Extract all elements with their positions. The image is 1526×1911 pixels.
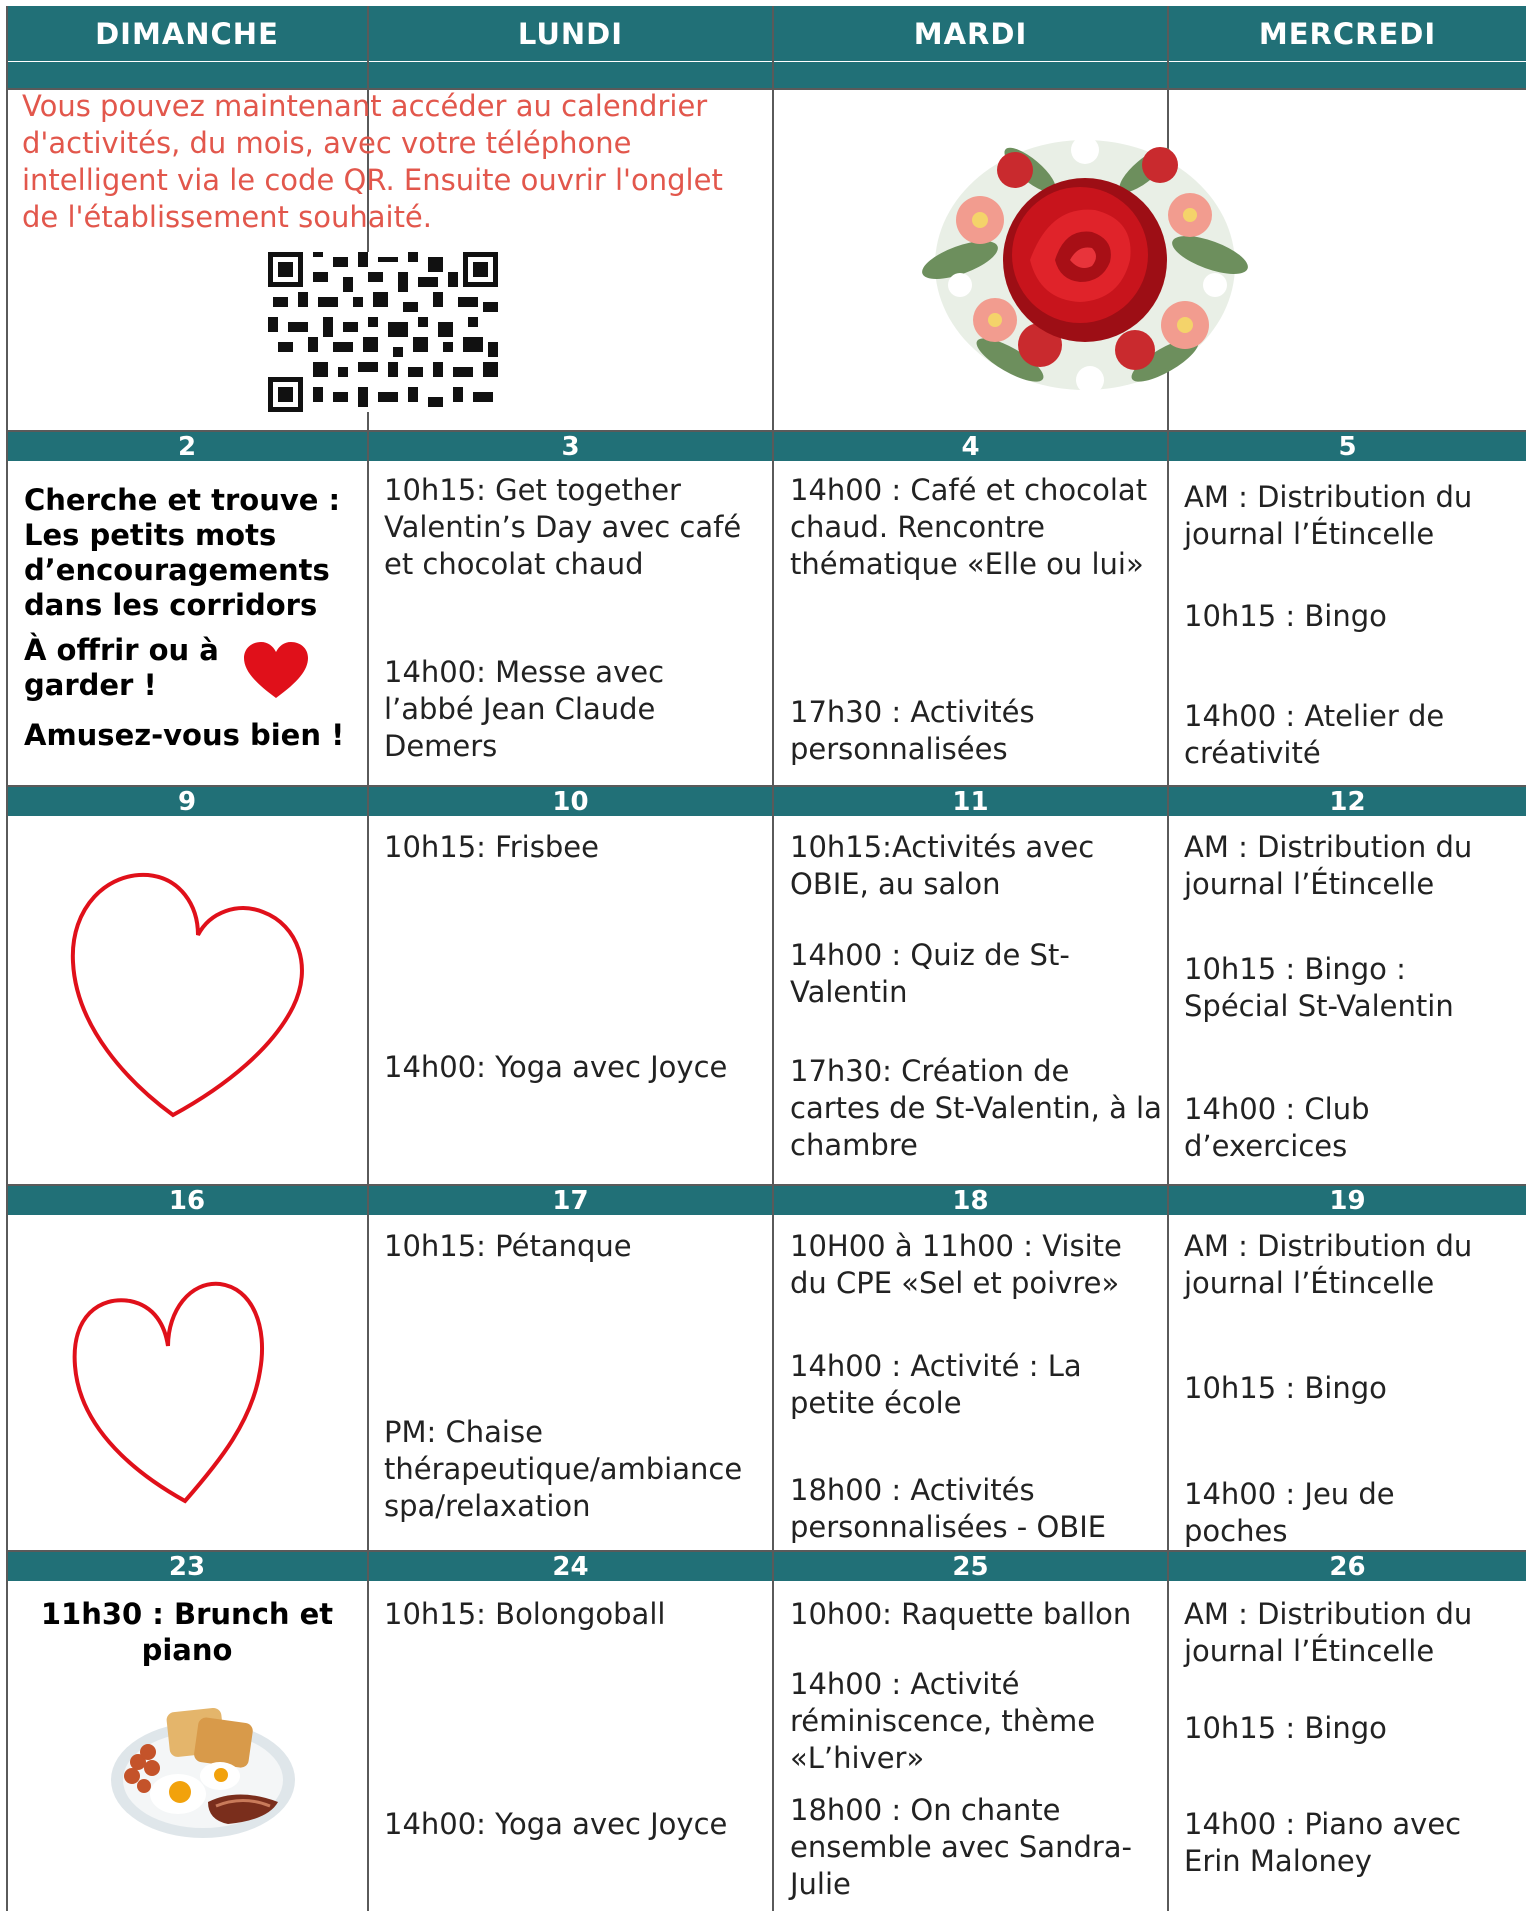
activity: 14h00 : Café et chocolat chaud. Rencontre thématique «Elle ou lui» (790, 473, 1148, 581)
activity: 14h00 : Piano avec Erin Maloney (1184, 1807, 1462, 1878)
day-number: 11 (952, 786, 989, 817)
activity: PM: Chaise thérapeutique/ambiance spa/relaxation (384, 1415, 743, 1523)
day-number: 3 (561, 431, 580, 462)
activity: 18h00 : Activités personnalisées - OBIE (790, 1473, 1107, 1544)
day-number: 16 (168, 1185, 206, 1216)
empty-date-band (7, 62, 1526, 89)
grid-line (7, 1184, 1526, 1186)
day-number: 25 (952, 1551, 989, 1582)
activity: 10h15: Bolongoball (384, 1597, 666, 1631)
day-number: 19 (1329, 1185, 1366, 1216)
cell-dimanche-23 (8, 1582, 366, 1911)
cell-mercredi-19 (1169, 1216, 1526, 1549)
day-number: 4 (961, 431, 980, 462)
offer-text: À offrir ou à (24, 633, 219, 667)
day-number: 24 (552, 1551, 589, 1582)
activity: AM : Distribution du journal l’Étincelle (1184, 1597, 1473, 1668)
activity: 18h00 : On chante ensemble avec Sandra-Julie (790, 1793, 1133, 1901)
day-number: 17 (552, 1185, 589, 1216)
qr-code (268, 252, 498, 412)
activity: 10h15 : Bingo (1184, 599, 1387, 633)
grid-line (7, 430, 1526, 432)
activity: AM : Distribution du journal l’Étincelle (1184, 830, 1473, 901)
day-number: 5 (1338, 431, 1357, 462)
cell-dimanche-9 (8, 817, 366, 1183)
cell-mercredi-12 (1169, 817, 1526, 1183)
day-number: 10 (552, 786, 589, 817)
heart-outline-icon (68, 867, 313, 1127)
activity: 14h00 : Activité : La petite école (790, 1349, 1082, 1420)
header-lundi: LUNDI (517, 16, 624, 51)
activity: 10h15 : Bingo (1184, 1371, 1387, 1405)
sunday-note-line: dans les corridors (24, 588, 318, 622)
cell-mardi-25 (774, 1582, 1167, 1911)
day-number: 12 (1329, 786, 1366, 817)
activity: 14h00 : Atelier de créativité (1184, 699, 1445, 770)
activity: 10h15:Activités avec OBIE, au salon (790, 830, 1095, 901)
brunch-title: piano (141, 1633, 233, 1667)
activity: 10H00 à 11h00 : Visite du CPE «Sel et poivre» (790, 1229, 1122, 1300)
header-mardi: MARDI (913, 16, 1028, 51)
cell-dimanche-16 (8, 1216, 366, 1549)
filled-heart-icon (244, 642, 308, 700)
offer-text: garder ! (24, 668, 157, 702)
sunday-note-line: d’encouragements (24, 553, 330, 587)
activity: 14h00 : Club d’exercices (1184, 1092, 1370, 1163)
activity: 14h00 : Quiz de St-Valentin (790, 938, 1070, 1009)
sunday-note-line: Les petits mots (24, 518, 277, 552)
header-dimanche: DIMANCHE (95, 16, 279, 51)
day-number: 9 (177, 786, 197, 817)
header-mercredi: MERCREDI (1258, 16, 1437, 51)
activity: 10h15: Frisbee (384, 830, 599, 864)
cell-mardi-11 (774, 817, 1167, 1183)
cell-lundi-3 (369, 462, 772, 784)
cell-mercredi-26 (1169, 1582, 1526, 1911)
cell-mardi-4 (774, 462, 1167, 784)
qr-instructions: Vous pouvez maintenant accéder au calendrier d'activités, du mois, avec votre téléphone intelligent via le code QR. Ensuite ouvrir l'onglet de l'établissement souhaité. (22, 89, 723, 234)
day-number: 2 (177, 431, 197, 462)
activity: 14h00: Yoga avec Joyce (384, 1807, 728, 1841)
sunday-note-line: Cherche et trouve : (24, 483, 341, 517)
day-number: 18 (952, 1185, 989, 1216)
brunch-title: 11h30 : Brunch et (40, 1597, 334, 1631)
activity: 10h00: Raquette ballon (790, 1597, 1132, 1631)
heart-outline-icon (70, 1256, 270, 1506)
activity: 10h15: Get together Valentin’s Day avec café et chocolat chaud (384, 473, 742, 581)
activity: 14h00 : Activité réminiscence, thème «L’hiver» (790, 1667, 1096, 1775)
activity: 14h00: Messe avec l’abbé Jean Claude Demers (384, 655, 665, 763)
day-number: 26 (1329, 1551, 1366, 1582)
rose-bouquet-illustration (920, 110, 1250, 410)
sunday-closing: Amusez-vous bien ! (24, 718, 345, 752)
activity: 14h00: Yoga avec Joyce (384, 1050, 728, 1084)
activity: 10h15 : Bingo : Spécial St-Valentin (1184, 952, 1454, 1023)
day-number: 23 (168, 1551, 206, 1582)
activity: 17h30 : Activités personnalisées (790, 695, 1035, 766)
cell-mardi-18 (774, 1216, 1167, 1549)
grid-line (7, 1550, 1526, 1552)
grid-line (7, 785, 1526, 787)
cell-lundi-10 (369, 817, 772, 1183)
cell-mercredi-5 (1169, 462, 1526, 784)
activity: 17h30: Création de cartes de St-Valentin, à la chambre (790, 1054, 1162, 1162)
cell-lundi-17 (369, 1216, 772, 1549)
activity: 10h15: Pétanque (384, 1229, 632, 1263)
activity: AM : Distribution du journal l’Étincelle (1184, 1229, 1473, 1300)
activity: 10h15 : Bingo (1184, 1711, 1387, 1745)
cell-dimanche-2 (8, 462, 366, 784)
activity: AM : Distribution du journal l’Étincelle (1184, 480, 1473, 551)
activity: 14h00 : Jeu de poches (1184, 1477, 1395, 1548)
cell-lundi-24 (369, 1582, 772, 1911)
breakfast-plate-illustration (108, 1702, 298, 1842)
